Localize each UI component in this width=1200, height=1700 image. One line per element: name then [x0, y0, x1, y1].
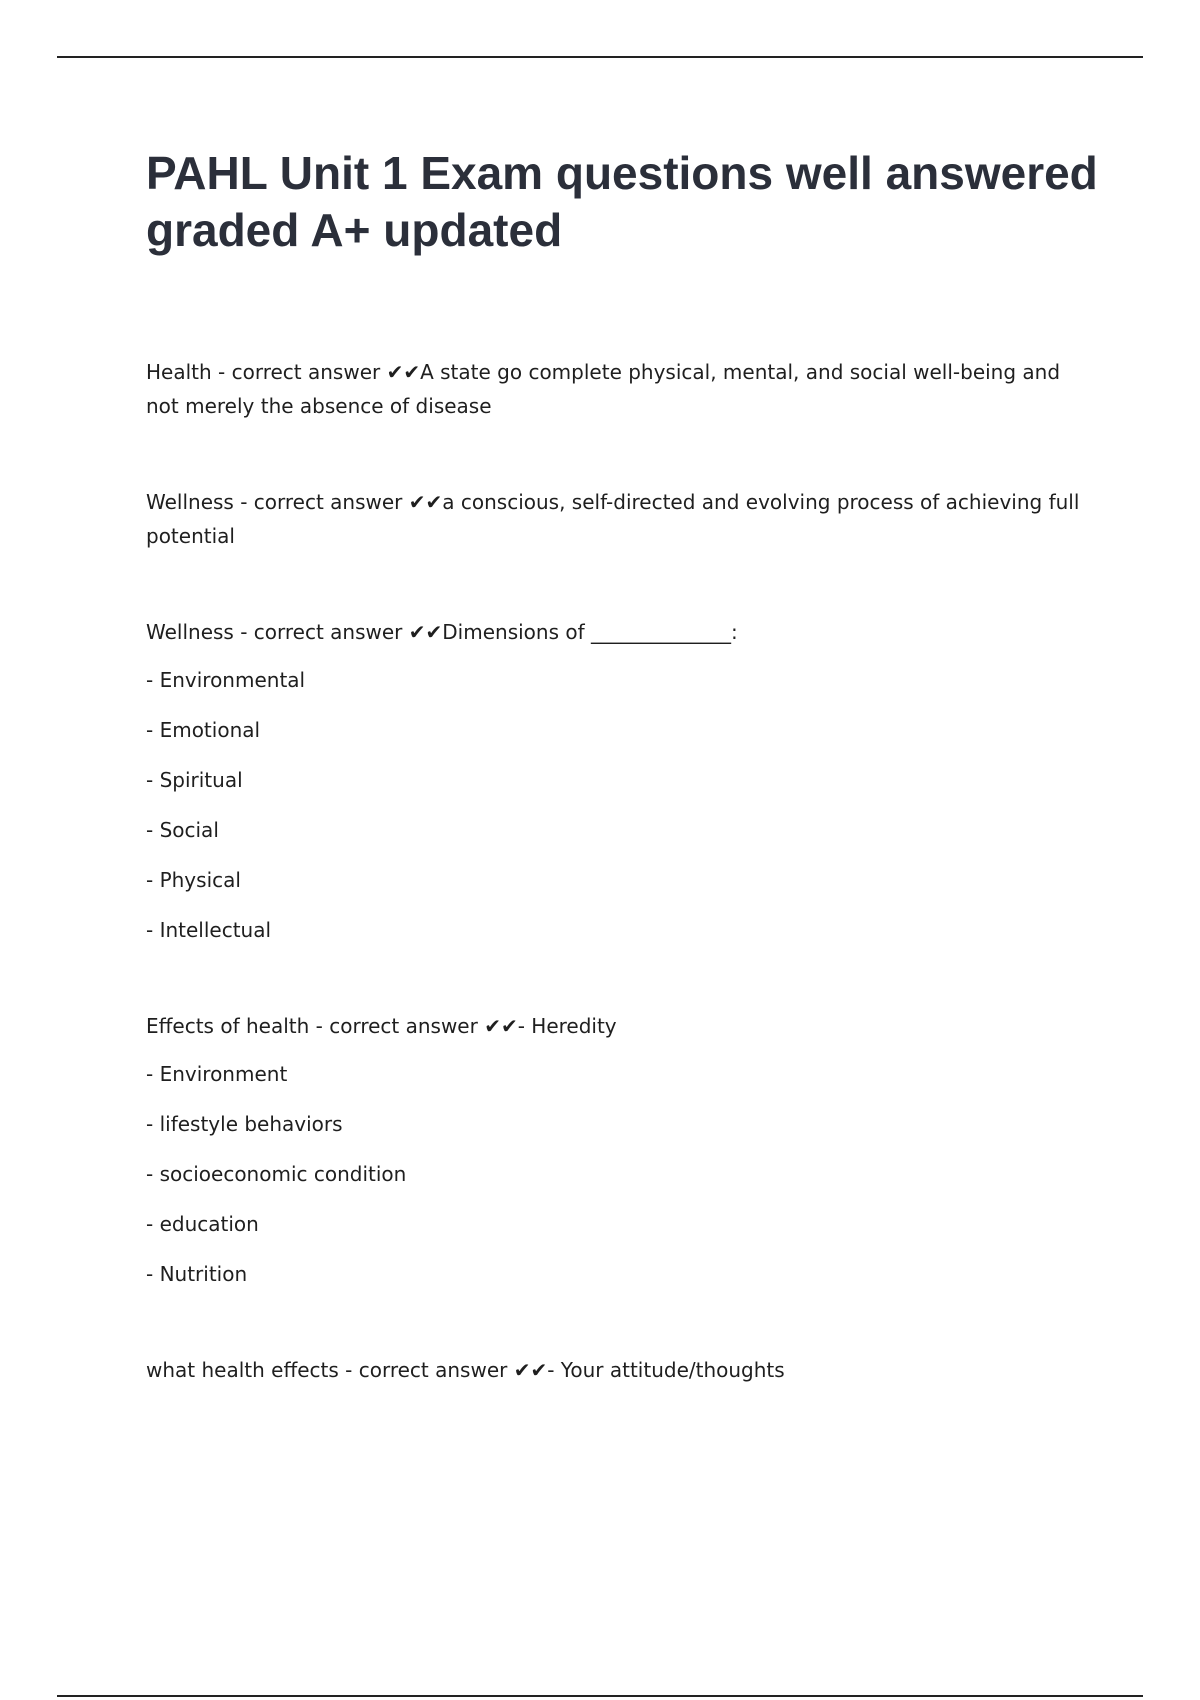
qa-text: Health - correct answer ✔✔A state go complete physical, mental, and social well-being and not merely the absence of disease: [146, 360, 1061, 418]
list-item: - Spiritual: [146, 768, 243, 792]
list-item: - Environmental: [146, 668, 306, 692]
list-item: - socioeconomic condition: [146, 1162, 407, 1186]
document-title: PAHL Unit 1 Exam questions well answered graded A+ updated: [146, 147, 1098, 256]
top-divider: [57, 56, 1143, 58]
qa-text: Wellness - correct answer ✔✔Dimensions of ______________:: [146, 620, 738, 644]
list-item: - Intellectual: [146, 918, 272, 942]
qa-text: Wellness - correct answer ✔✔a conscious, self-directed and evolving process of achieving full potential: [146, 490, 1080, 548]
list-item: - Physical: [146, 868, 241, 892]
qa-entry-wellness-definition: [146, 485, 1086, 553]
qa-entry-effects-of-health: [146, 1009, 1086, 1291]
qa-entry-health: [146, 355, 1086, 423]
document-body: [146, 355, 1086, 1387]
qa-entry-what-health-effects: [146, 1353, 1086, 1387]
list-item: - Emotional: [146, 718, 261, 742]
list-item: - lifestyle behaviors: [146, 1112, 343, 1136]
list-item: - Nutrition: [146, 1262, 248, 1286]
qa-entry-wellness-dimensions: [146, 615, 1086, 947]
bottom-divider: [57, 1695, 1143, 1697]
qa-text: Effects of health - correct answer ✔✔- Heredity: [146, 1014, 617, 1038]
list-item: - Environment: [146, 1062, 288, 1086]
qa-text: what health effects - correct answer ✔✔- Your attitude/thoughts: [146, 1358, 785, 1382]
list-item: - education: [146, 1212, 259, 1236]
list-item: - Social: [146, 818, 219, 842]
